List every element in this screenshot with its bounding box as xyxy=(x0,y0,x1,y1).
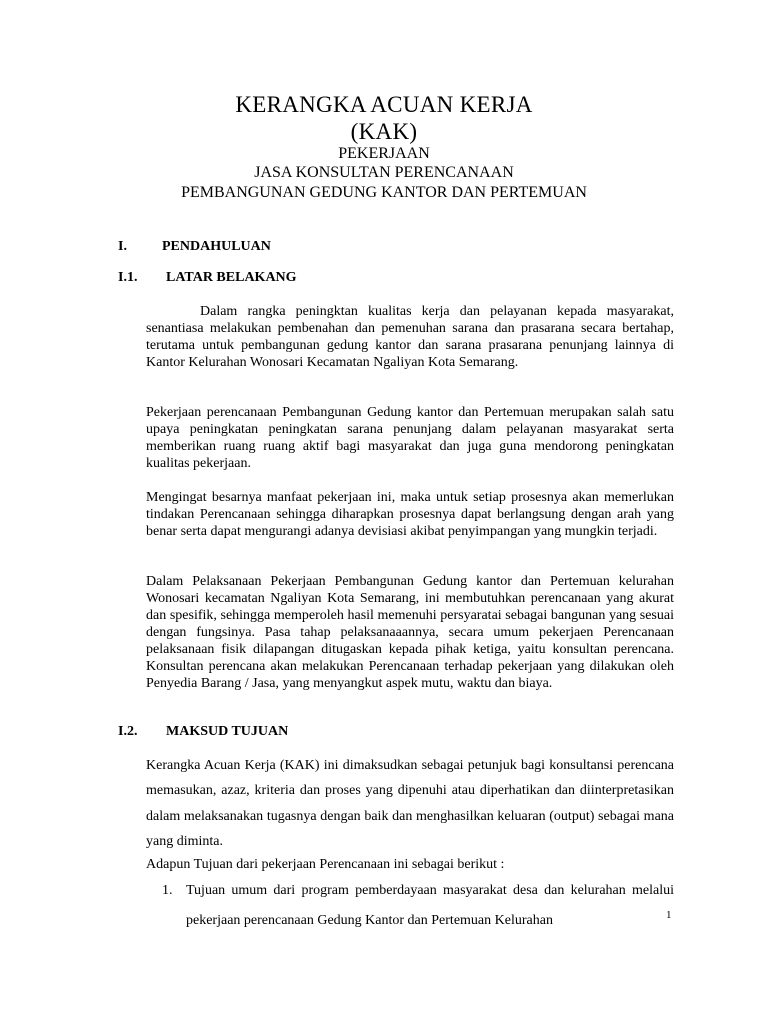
section-heading-latar-belakang xyxy=(118,270,418,288)
page-number: 1 xyxy=(666,909,672,921)
list-item-text: Tujuan umum dari program pemberdayaan masyarakat desa dan kelurahan melalui pekerjaan perencanaan Gedung Kantor dan Pertemuan Kelurahan xyxy=(186,883,674,928)
paragraph-maksud-2: Adapun Tujuan dari pekerjaan Perencanaan ini sebagai berikut : xyxy=(146,857,505,872)
subtitle-pekerjaan: PEKERJAAN xyxy=(338,145,430,162)
section-heading-pendahuluan xyxy=(118,239,418,257)
list-item-number: 1. xyxy=(162,883,173,898)
section-title: MAKSUD TUJUAN xyxy=(166,724,289,739)
document-title: KERANGKA ACUAN KERJA xyxy=(235,92,533,117)
section-number: I.2. xyxy=(118,724,138,739)
paragraph-latar-3: Mengingat besarnya manfaat pekerjaan ini, maka untuk setiap prosesnya akan memerlukan tindakan Perencanaan sehingga diharapkan prosesnya dapat berlangsung dengan arah yang benar serta dapat mengurangi adanya devisiasi akibat penyimpangan yang mungkin terjadi. xyxy=(146,490,674,539)
paragraph-maksud-1: Kerangka Acuan Kerja (KAK) ini dimaksudkan sebagai petunjuk bagi konsultansi perencana memasukan, azaz, kriteria dan proses yang dipenuhi atau diperhatikan dan diinterpretasikan dalam melaksanakan tugasnya dengan baik dan menghasilkan keluaran (output) sebagai mana yang diminta. xyxy=(146,758,674,849)
subtitle-jasa: JASA KONSULTAN PERENCANAAN xyxy=(254,164,514,181)
document-abbrev: (KAK) xyxy=(350,119,418,144)
section-number: I. xyxy=(118,239,127,254)
paragraph-latar-4: Dalam Pelaksanaan Pekerjaan Pembangunan Gedung kantor dan Pertemuan kelurahan Wonosari kecamatan Ngaliyan Kota Semarang, ini membutuhkan perencanaan yang akurat dan spesifik, sehingga memperoleh hasil memenuhi persyaratai sebagai bangunan yang sesuai dengan fungsinya. Pasa tahap pelaksanaaannya, secara umum pekerjaen Perencanaan pelaksanaan fisik dilapangan ditugaskan kepada pihak ketiga, yaitu konsultan perencana. Konsultan perencana akan melakukan Perencanaan terhadap pekerjaan yang dilakukan oleh Penyedia Barang / Jasa, yang menyangkut aspek mutu, waktu dan biaya. xyxy=(146,574,674,691)
paragraph-latar-2: Pekerjaan perencanaan Pembangunan Gedung kantor dan Pertemuan merupakan salah satu upaya peningkatan peningkatan sarana penunjang dalam pelayanan masyarakat serta memberikan ruang ruang aktif bagi masyarakat dan juga guna mendorong peningkatan kualitas pekerjaan. xyxy=(146,405,674,471)
paragraph-latar-1: Dalam rangka peningktan kualitas kerja dan pelayanan kepada masyarakat, senantiasa melakukan pembenahan dan pemenuhan sarana dan prasarana secara bertahap, terutama untuk pembangunan gedung kantor dan sarana prasarana penunjang lainnya di Kantor Kelurahan Wonosari Kecamatan Ngaliyan Kota Semarang. xyxy=(146,304,674,370)
section-title: PENDAHULUAN xyxy=(162,239,271,254)
section-number: I.1. xyxy=(118,270,138,285)
section-heading-maksud-tujuan xyxy=(118,724,418,742)
section-title: LATAR BELAKANG xyxy=(166,270,297,285)
subtitle-pembangunan: PEMBANGUNAN GEDUNG KANTOR DAN PERTEMUAN xyxy=(181,184,587,201)
